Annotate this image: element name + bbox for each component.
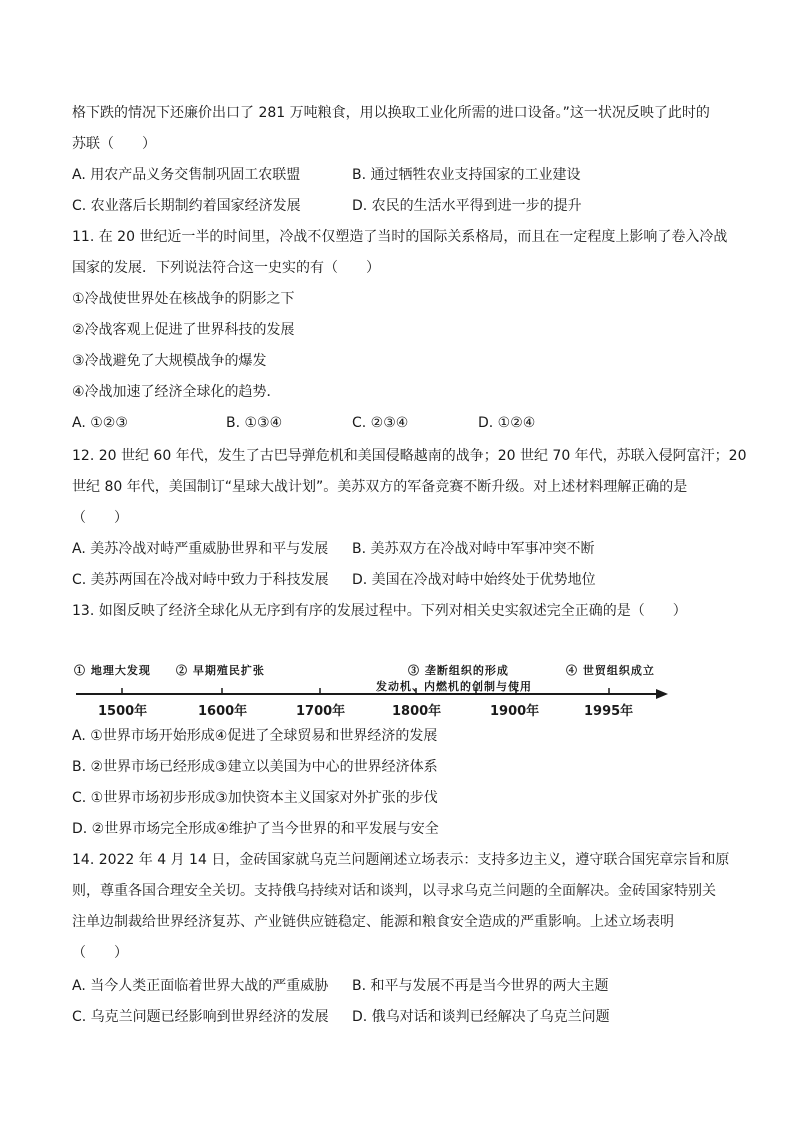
q14-option-a[interactable]: A. 当今人类正面临着世界大战的严重威胁 xyxy=(72,978,329,994)
q12-stem-line3: （ ） xyxy=(72,510,128,526)
q14-stem-line4: （ ） xyxy=(72,945,128,961)
q12-stem-line1: 12. 20 世纪 60 年代，发生了古巴导弹危机和美国侵略越南的战争；20 世纪 70 年代，苏联入侵阿富汗；20 xyxy=(72,448,747,464)
q10-stem-line2: 苏联（ ） xyxy=(72,136,156,152)
timeline-year-1700: 1700年 xyxy=(296,704,346,719)
q10-option-c[interactable]: C. 农业落后长期制约着国家经济发展 xyxy=(72,198,301,214)
q14-stem-line1: 14. 2022 年 4 月 14 日，金砖国家就乌克兰问题阐述立场表示：支持多边主义，遵守联合国宪章宗旨和原 xyxy=(72,852,730,868)
q12-option-a[interactable]: A. 美苏冷战对峙严重威胁世界和平与发展 xyxy=(72,541,329,557)
q14-stem-line3: 注单边制裁给世界经济复苏、产业链供应链稳定、能源和粮食安全造成的严重影响。上述立场表明 xyxy=(72,914,674,930)
q11-option-a[interactable]: A. ①②③ xyxy=(72,415,128,431)
q11-stem-line1: 11. 在 20 世纪近一半的时间里，冷战不仅塑造了当时的国际关系格局，而且在一定程度上影响了卷入冷战 xyxy=(72,229,728,245)
timeline-event-3: ③ 垄断组织的形成 xyxy=(408,664,509,677)
timeline-year-1900: 1900年 xyxy=(490,704,540,719)
timeline-year-1800: 1800年 xyxy=(392,704,442,719)
q14-option-c[interactable]: C. 乌克兰问题已经影响到世界经济的发展 xyxy=(72,1009,329,1025)
q11-item-3: ③冷战避免了大规模战争的爆发 xyxy=(72,353,267,369)
q10-option-d[interactable]: D. 农民的生活水平得到进一步的提升 xyxy=(352,198,582,214)
q13-stem-line1: 13. 如图反映了经济全球化从无序到有序的发展过程中。下列对相关史实叙述完全正确的是（ ） xyxy=(72,603,687,619)
q10-stem-line1: 格下跌的情况下还廉价出口了 281 万吨粮食，用以换取工业化所需的进口设备。”这一状况反映了此时的 xyxy=(72,105,710,121)
q11-stem-line2: 国家的发展．下列说法符合这一史实的有（ ） xyxy=(72,260,380,276)
timeline-event-1: ① 地理大发现 xyxy=(74,664,151,677)
q11-item-1: ①冷战使世界处在核战争的阴影之下 xyxy=(72,291,295,307)
timeline-event-2: ② 早期殖民扩张 xyxy=(176,664,265,677)
timeline-event-3b: 发动机、内燃机的创制与使用 xyxy=(376,680,532,693)
q11-item-4: ④冷战加速了经济全球化的趋势． xyxy=(72,384,281,400)
q14-option-d[interactable]: D. 俄乌对话和谈判已经解决了乌克兰问题 xyxy=(352,1009,610,1025)
timeline-year-1500: 1500年 xyxy=(98,704,148,719)
q13-option-b[interactable]: B. ②世界市场已经形成③建立以美国为中心的世界经济体系 xyxy=(72,759,438,775)
q11-option-c[interactable]: C. ②③④ xyxy=(352,415,409,431)
q12-stem-line2: 世纪 80 年代，美国制订“星球大战计划”。美苏双方的军备竞赛不断升级。对上述材料理解正确的是 xyxy=(72,479,688,495)
timeline-year-1600: 1600年 xyxy=(198,704,248,719)
q11-option-d[interactable]: D. ①②④ xyxy=(478,415,536,431)
timeline-arrow-icon xyxy=(656,689,668,699)
q13-option-a[interactable]: A. ①世界市场开始形成④促进了全球贸易和世界经济的发展 xyxy=(72,728,438,744)
timeline-year-1995: 1995年 xyxy=(584,704,634,719)
q11-option-b[interactable]: B. ①③④ xyxy=(226,415,283,431)
q12-option-d[interactable]: D. 美国在冷战对峙中始终处于优势地位 xyxy=(352,572,596,588)
q12-option-b[interactable]: B. 美苏双方在冷战对峙中军事冲突不断 xyxy=(352,541,595,557)
q13-option-c[interactable]: C. ①世界市场初步形成③加快资本主义国家对外扩张的步伐 xyxy=(72,790,438,806)
q10-option-b[interactable]: B. 通过牺牲农业支持国家的工业建设 xyxy=(352,167,581,183)
q11-item-2: ②冷战客观上促进了世界科技的发展 xyxy=(72,322,295,338)
q13-option-d[interactable]: D. ②世界市场完全形成④维护了当今世界的和平发展与安全 xyxy=(72,821,439,837)
q14-stem-line2: 则，尊重各国合理安全关切。支持俄乌持续对话和谈判，以寻求乌克兰问题的全面解决。金砖国家特别关 xyxy=(72,883,716,899)
q14-option-b[interactable]: B. 和平与发展不再是当今世界的两大主题 xyxy=(352,978,609,994)
q13-timeline-figure xyxy=(72,655,672,725)
q12-option-c[interactable]: C. 美苏两国在冷战对峙中致力于科技发展 xyxy=(72,572,329,588)
timeline-event-4: ④ 世贸组织成立 xyxy=(566,664,655,677)
q10-option-a[interactable]: A. 用农产品义务交售制巩固工农联盟 xyxy=(72,167,301,183)
